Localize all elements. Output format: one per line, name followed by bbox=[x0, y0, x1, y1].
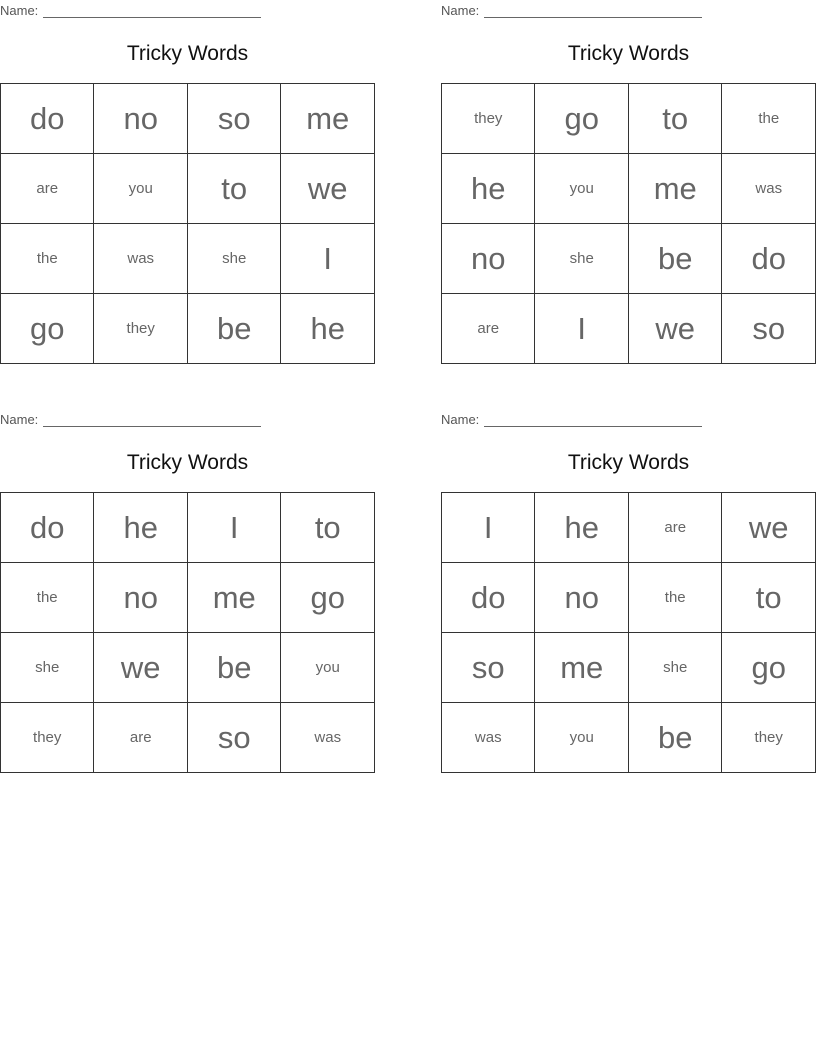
word-cell: so bbox=[187, 703, 281, 773]
word-cell: are bbox=[442, 294, 535, 364]
card-title: Tricky Words bbox=[126, 451, 249, 474]
grid-row bbox=[1, 703, 375, 773]
grid-row bbox=[442, 563, 816, 633]
name-row bbox=[441, 3, 702, 19]
word-cell: you bbox=[94, 154, 187, 224]
name-label: Name: bbox=[0, 412, 39, 427]
word-cell: are bbox=[628, 493, 721, 563]
word-grid bbox=[441, 492, 816, 773]
word-cell: the bbox=[1, 563, 94, 633]
word-cell: do bbox=[1, 84, 94, 154]
word-cell: no bbox=[442, 224, 535, 294]
word-cell: I bbox=[187, 493, 281, 563]
word-cell: she bbox=[1, 633, 94, 703]
grid-row bbox=[442, 294, 816, 364]
bingo-card-1 bbox=[0, 0, 375, 363]
bingo-card-4 bbox=[441, 409, 816, 772]
word-cell: was bbox=[281, 703, 375, 773]
grid-row bbox=[1, 633, 375, 703]
word-cell: be bbox=[187, 294, 280, 364]
word-cell: me bbox=[281, 84, 375, 154]
grid-row bbox=[1, 84, 375, 154]
card-title: Tricky Words bbox=[567, 42, 690, 65]
word-cell: go bbox=[535, 84, 628, 154]
word-cell: me bbox=[628, 154, 722, 224]
word-cell: no bbox=[94, 84, 187, 154]
word-cell: we bbox=[722, 493, 816, 563]
grid-row bbox=[1, 294, 375, 364]
word-cell: are bbox=[94, 703, 188, 773]
name-row bbox=[441, 412, 702, 428]
name-label: Name: bbox=[441, 412, 480, 427]
word-cell: so bbox=[187, 84, 280, 154]
word-cell: the bbox=[1, 224, 94, 294]
word-cell: to bbox=[281, 493, 375, 563]
word-grid bbox=[0, 83, 375, 364]
word-cell: she bbox=[535, 224, 628, 294]
word-cell: he bbox=[94, 493, 188, 563]
word-cell: we bbox=[281, 154, 375, 224]
word-cell: you bbox=[535, 154, 628, 224]
word-cell: they bbox=[722, 703, 816, 773]
word-cell: to bbox=[722, 563, 816, 633]
word-cell: they bbox=[442, 84, 535, 154]
word-cell: they bbox=[94, 294, 187, 364]
word-cell: we bbox=[628, 294, 722, 364]
word-cell: me bbox=[535, 633, 629, 703]
word-cell: so bbox=[442, 633, 535, 703]
word-cell: be bbox=[628, 224, 722, 294]
word-cell: to bbox=[187, 154, 280, 224]
word-cell: I bbox=[535, 294, 628, 364]
word-cell: you bbox=[535, 703, 629, 773]
word-cell: do bbox=[1, 493, 94, 563]
word-cell: he bbox=[535, 493, 629, 563]
grid-row bbox=[442, 224, 816, 294]
grid-row bbox=[442, 84, 816, 154]
name-blank-line bbox=[484, 3, 702, 18]
word-cell: we bbox=[94, 633, 188, 703]
name-row bbox=[0, 412, 261, 428]
bingo-card-3 bbox=[0, 409, 375, 772]
word-cell: no bbox=[535, 563, 629, 633]
word-grid bbox=[441, 83, 816, 364]
word-grid bbox=[0, 492, 375, 773]
word-cell: was bbox=[94, 224, 187, 294]
grid-row bbox=[1, 493, 375, 563]
grid-row bbox=[442, 633, 816, 703]
grid-row bbox=[442, 493, 816, 563]
name-row bbox=[0, 3, 261, 19]
word-cell: was bbox=[722, 154, 816, 224]
name-label: Name: bbox=[0, 3, 39, 18]
card-title: Tricky Words bbox=[126, 42, 249, 65]
word-cell: they bbox=[1, 703, 94, 773]
word-cell: the bbox=[628, 563, 721, 633]
bingo-card-2 bbox=[441, 0, 816, 363]
name-blank-line bbox=[484, 412, 702, 427]
grid-row bbox=[442, 154, 816, 224]
word-cell: was bbox=[442, 703, 535, 773]
word-cell: she bbox=[628, 633, 721, 703]
name-blank-line bbox=[43, 412, 261, 427]
word-cell: go bbox=[722, 633, 816, 703]
word-cell: the bbox=[722, 84, 816, 154]
word-cell: she bbox=[187, 224, 280, 294]
word-cell: be bbox=[628, 703, 721, 773]
grid-row bbox=[1, 563, 375, 633]
word-cell: he bbox=[442, 154, 535, 224]
word-cell: be bbox=[187, 633, 281, 703]
word-cell: I bbox=[442, 493, 535, 563]
word-cell: you bbox=[281, 633, 375, 703]
word-cell: do bbox=[722, 224, 816, 294]
word-cell: me bbox=[187, 563, 281, 633]
word-cell: no bbox=[94, 563, 188, 633]
word-cell: he bbox=[281, 294, 375, 364]
word-cell: go bbox=[1, 294, 94, 364]
name-label: Name: bbox=[441, 3, 480, 18]
word-cell: go bbox=[281, 563, 375, 633]
grid-row bbox=[1, 224, 375, 294]
word-cell: do bbox=[442, 563, 535, 633]
word-cell: I bbox=[281, 224, 375, 294]
card-title: Tricky Words bbox=[567, 451, 690, 474]
name-blank-line bbox=[43, 3, 261, 18]
grid-row bbox=[1, 154, 375, 224]
word-cell: so bbox=[722, 294, 816, 364]
word-cell: are bbox=[1, 154, 94, 224]
grid-row bbox=[442, 703, 816, 773]
word-cell: to bbox=[628, 84, 722, 154]
